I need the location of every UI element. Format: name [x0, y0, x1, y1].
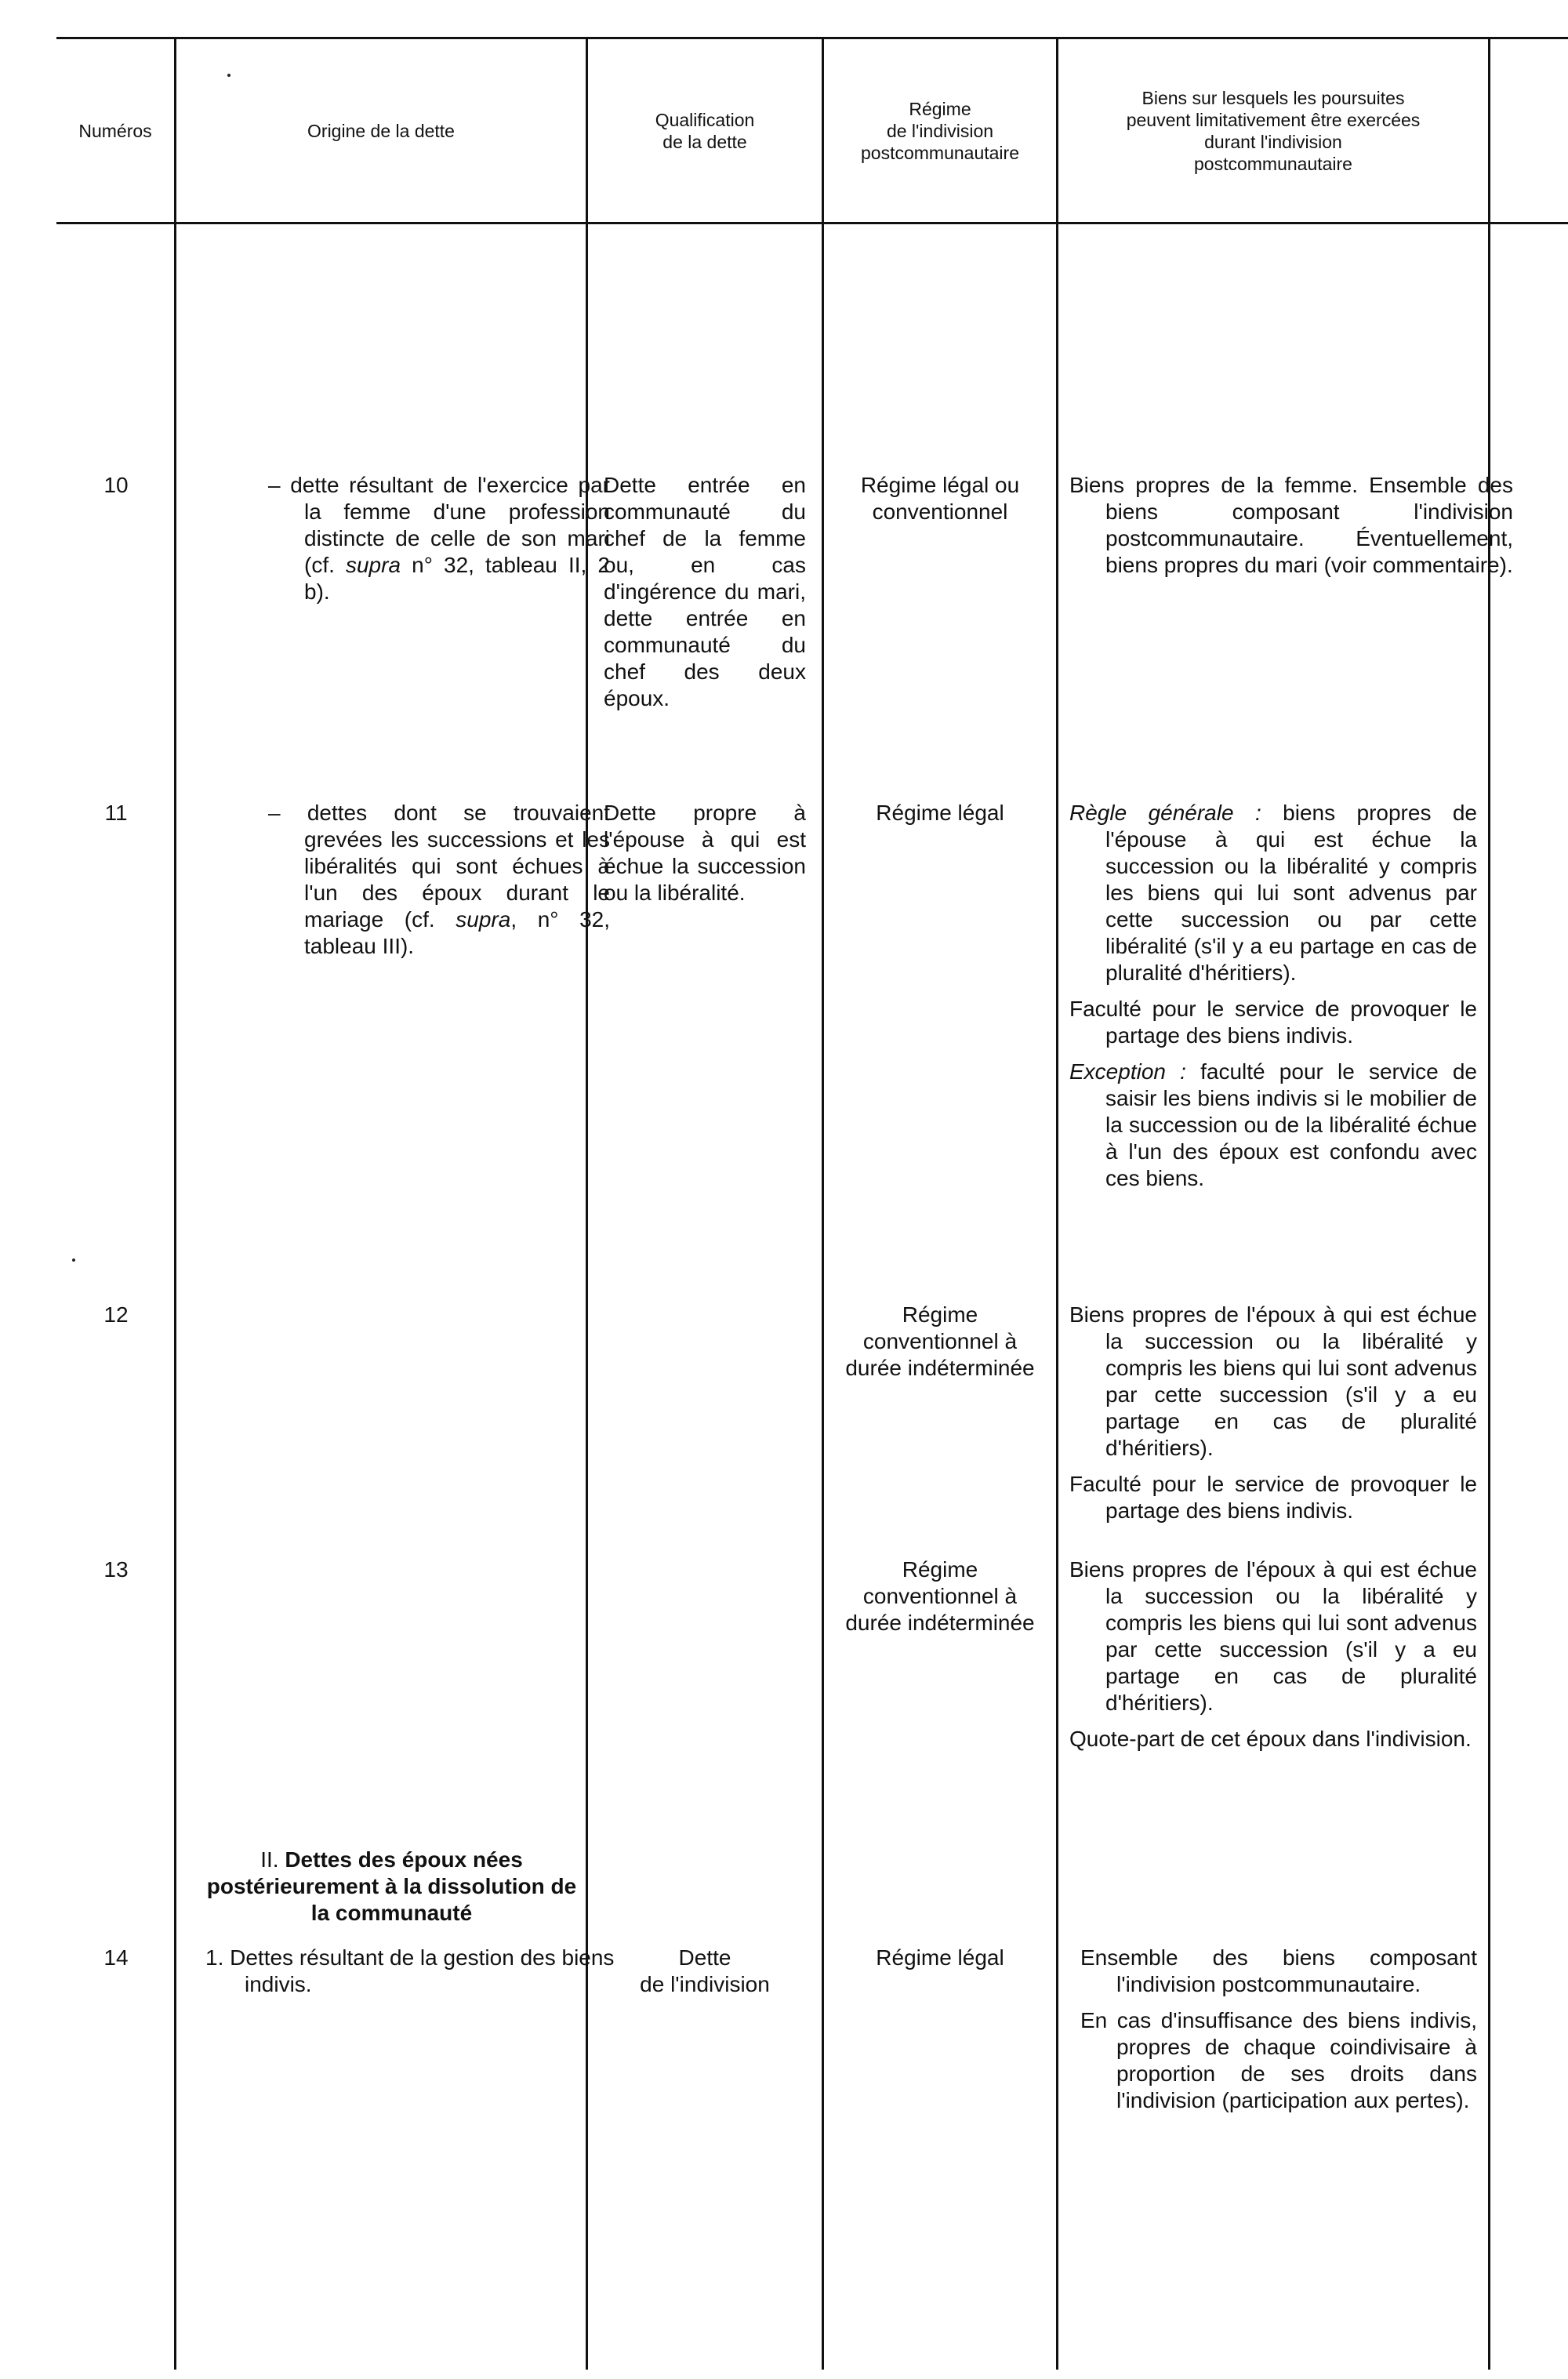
header-bottom-rule — [56, 222, 1568, 224]
row-11-faculte: Faculté pour le service de provoquer le partage des biens indivis. — [1069, 997, 1477, 1048]
exception-text: faculté pour le service de saisir les biens indivis si le mobilier de la succession ou de la libéralité échue à l'un des époux est confondu avec ces biens. — [1105, 1059, 1478, 1190]
exception-label: Exception : — [1069, 1059, 1186, 1084]
row-number-11: 11 — [104, 801, 128, 825]
column-divider-1 — [174, 37, 176, 2370]
row-10-regime: Régime légal ou conventionnel — [860, 473, 1020, 524]
row-12-regime: Régime conventionnel à durée indéterminée — [845, 1302, 1035, 1380]
regle-generale-text: biens propres de l'épouse à qui est échue la succession ou la libéralité y compris les biens qui lui sont advenus par cette succession ou par cette libéralité (s'il y a eu partage en cas de pluralité d'héritiers). — [1105, 801, 1478, 985]
header-biens: Biens sur lesquels les poursuites peuvent limitativement être exercées durant l'indivision postcommunautaire — [1126, 87, 1421, 174]
row-number-13: 13 — [103, 1557, 129, 1582]
column-divider-5 — [1488, 37, 1490, 2370]
section-2-heading — [198, 1847, 586, 1927]
header-regime: Régime de l'indivision postcommunautaire — [861, 98, 1019, 163]
header-numeros: Numéros — [78, 120, 152, 141]
row-11-origine: – dettes dont se trouvaient grevées les successions et les libéralités qui sont échues à l'un des époux durant le mariage (cf. supra, n° 32, tableau III). — [268, 801, 610, 958]
row-13-quote-part: Quote-part de cet époux dans l'indivision. — [1069, 1727, 1472, 1751]
row-number-12: 12 — [103, 1302, 129, 1327]
row-13-biens — [1069, 1556, 1477, 1762]
row-11-regle-generale — [1069, 800, 1477, 986]
column-divider-4 — [1056, 37, 1058, 2370]
row-number-10: 10 — [103, 473, 129, 497]
header-origine: Origine de la dette — [307, 120, 455, 141]
row-11-exception — [1069, 1059, 1477, 1192]
row-12-faculte: Faculté pour le service de provoquer le partage des biens indivis. — [1069, 1472, 1477, 1523]
section-2-title: Dettes des époux nées postérieurement à la dissolution de la communauté — [206, 1847, 577, 1925]
header-qualification: Qualification de la dette — [655, 109, 755, 152]
column-divider-3 — [822, 37, 824, 2370]
row-12-biens — [1069, 1302, 1477, 1534]
column-divider-2 — [586, 37, 588, 2370]
row-14-qualification: Dette de l'indivision — [640, 1945, 770, 1996]
row-14-biens-text: Ensemble des biens composant l'indivision postcommunautaire. — [1080, 1945, 1477, 1996]
row-12-biens-text: Biens propres de l'époux à qui est échue la succession ou la libéralité y compris les biens qui lui sont advenus par cette succession (s'il y a eu partage en cas de pluralité d'héritiers). — [1069, 1302, 1477, 1460]
row-14-biens — [1080, 1945, 1477, 2123]
row-10-biens: Biens propres de la femme. Ensemble des biens composant l'indivision postcommunautaire. Éventuellement, biens propres du mari (voir commentaire). — [1069, 473, 1513, 577]
section-2-prefix: II. — [260, 1847, 285, 1872]
row-number-14: 14 — [103, 1945, 129, 1970]
row-11-biens — [1069, 800, 1477, 1201]
row-14-insuffisance: En cas d'insuffisance des biens indivis, propres de chaque coindivisaire à proportion de ses droits dans l'indivision (participation aux pertes). — [1080, 2008, 1477, 2112]
row-13-regime: Régime conventionnel à durée indéterminée — [845, 1557, 1035, 1635]
row-11-qualification: Dette propre à l'épouse à qui est échue la succession ou la libéralité. — [604, 801, 806, 905]
row-13-biens-text: Biens propres de l'époux à qui est échue la succession ou la libéralité y compris les biens qui lui sont advenus par cette succession (s'il y a eu partage en cas de pluralité d'héritiers). — [1069, 1557, 1477, 1715]
regle-generale-label: Règle générale : — [1069, 801, 1261, 825]
row-10-qualification: Dette entrée en communauté du chef de la femme ou, en cas d'ingérence du mari, dette entrée en communauté du chef des deux époux. — [604, 473, 806, 710]
speck-mark — [72, 1259, 75, 1262]
row-11-regime: Régime légal — [876, 801, 1004, 825]
row-14-origine: 1. Dettes résultant de la gestion des biens indivis. — [205, 1945, 615, 1996]
row-14-regime: Régime légal — [876, 1945, 1004, 1970]
row-10-origine: – dette résultant de l'exercice par la femme d'une profession distincte de celle de son mari (cf. supra n° 32, tableau II, 2 b). — [268, 473, 610, 604]
